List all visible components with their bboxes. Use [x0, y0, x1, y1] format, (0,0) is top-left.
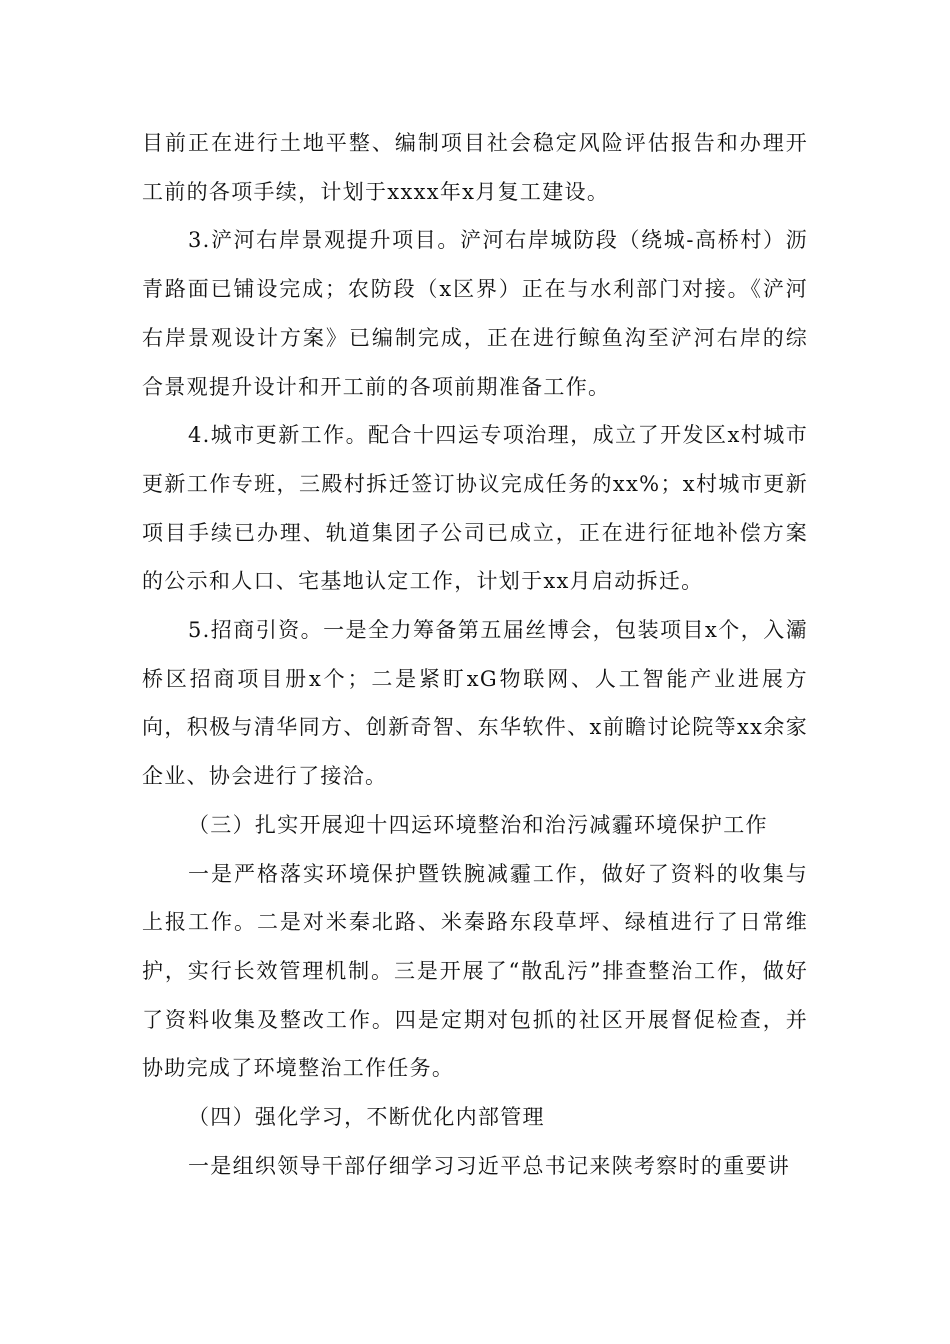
- document-body: [142, 119, 808, 1190]
- paragraph-continuation: 目前正在进行土地平整、编制项目社会稳定风险评估报告和办理开工前的各项手续，计划于xxxx年x月复工建设。: [142, 131, 808, 204]
- paragraph-section-3-body: 一是严格落实环境保护暨铁腕减霾工作，做好了资料的收集与上报工作。二是对米秦北路、米秦路东段草坪、绿植进行了日常维护，实行长效管理机制。三是开展了“散乱污”排查整治工作，做好了资料收集及整改工作。四是定期对包抓的社区开展督促检查，并协助完成了环境整治工作任务。: [142, 861, 808, 1081]
- paragraph-item-3: 3.浐河右岸景观提升项目。浐河右岸城防段（绕城-高桥村）沥青路面已铺设完成；农防段（x区界）正在与水利部门对接。《浐河右岸景观设计方案》已编制完成，正在进行鲸鱼沟至浐河右岸的综合景观提升设计和开工前的各项前期准备工作。: [142, 228, 808, 399]
- section-heading-4: （四）强化学习，不断优化内部管理: [188, 1105, 545, 1130]
- section-heading-3: （三）扎实开展迎十四运环境整治和治污减霾环境保护工作: [188, 812, 768, 837]
- paragraph-item-5: 5.招商引资。一是全力筹备第五届丝博会，包装项目x个，入灞桥区招商项目册x个；二是紧盯xG物联网、人工智能产业进展方向，积极与清华同方、创新奇智、东华软件、x前瞻讨论院等xx余家企业、协会进行了接洽。: [142, 618, 808, 789]
- paragraph-section-4-body: 一是组织领导干部仔细学习习近平总书记来陕考察时的重要讲: [188, 1153, 791, 1178]
- paragraph-item-4: 4.城市更新工作。配合十四运专项治理，成立了开发区x村城市更新工作专班，三殿村拆迁签订协议完成任务的xx%；x村城市更新项目手续已办理、轨道集团子公司已成立，正在进行征地补偿方案的公示和人口、宅基地认定工作，计划于xx月启动拆迁。: [142, 423, 808, 594]
